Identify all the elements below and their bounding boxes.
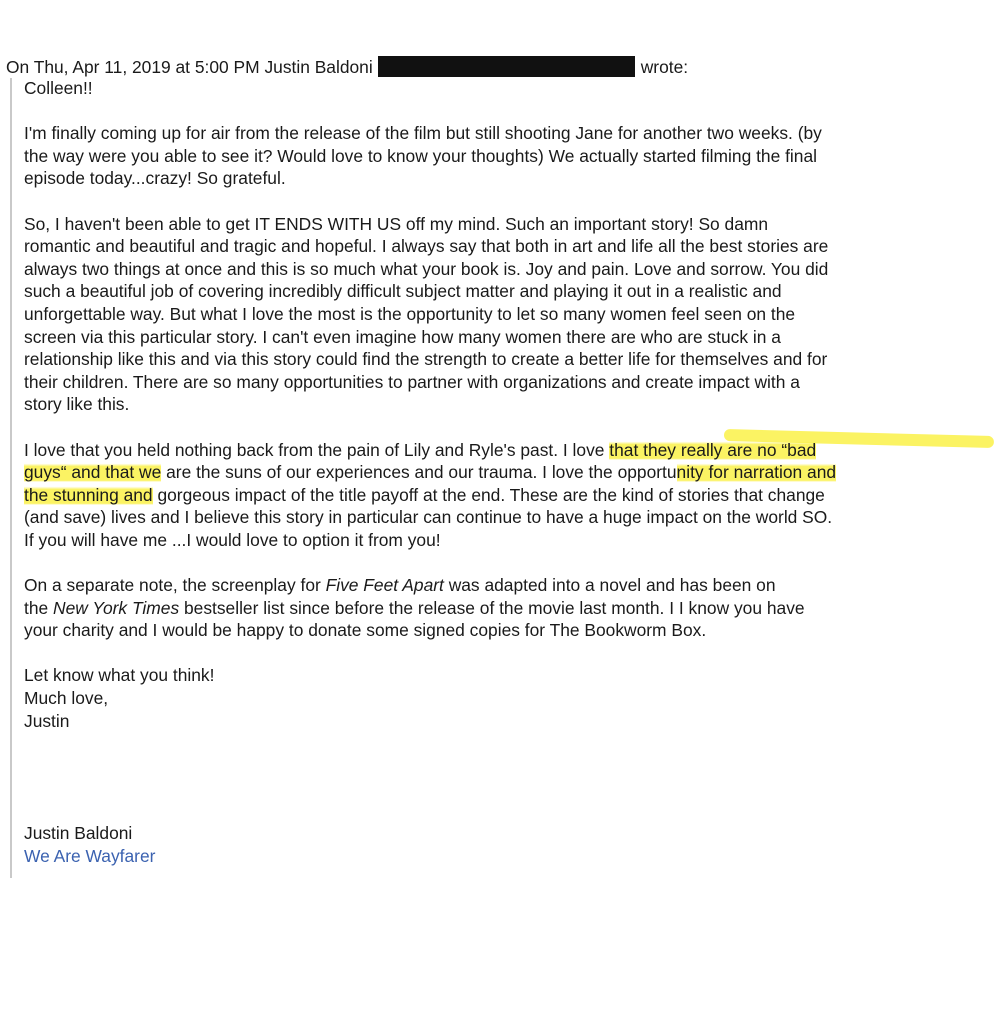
plain-text: On a separate note, the screenplay for [24,575,326,596]
paragraph-1-line: episode today...crazy! So grateful. [24,168,286,189]
plain-text: gorgeous impact of the title payoff at the end. These are the kind of stories that change [152,484,825,505]
paragraph-2-line: unforgettable way. But what I love the most is the opportunity to let so many women feel seen on the [24,303,796,324]
signature [24,822,984,867]
paragraph-3-line [24,484,984,507]
highlighted-text: the stunning and [24,484,153,505]
paragraph-2-line: romantic and beautiful and tragic and hopeful. I always say that both in art and life all the best stories are [24,236,829,257]
header-sender-text: On Thu, Apr 11, 2019 at 5:00 PM Justin Baldoni [6,57,373,77]
quoted-message-body [24,77,984,867]
paragraph-4 [24,574,984,642]
paragraph-3-line [24,439,984,462]
paragraph-3-line: (and save) lives and I believe this story in particular can continue to have a huge impact on the world SO. [24,507,833,528]
highlighted-text: nity for narration and [676,462,837,483]
signature-company-link[interactable]: We Are Wayfarer [24,845,156,866]
paragraph-2-line: story like this. [24,394,130,415]
paragraph-2-line: their children. There are so many opportunities to partner with organizations and create impact with a [24,371,800,392]
plain-text: bestseller list since before the release of the movie last month. I I know you have [179,597,805,618]
plain-text: I love that you held nothing back from the pain of Lily and Ryle's past. I love [24,439,610,460]
paragraph-2-line: always two things at once and this is so much what your book is. Joy and pain. Love and sorrow. You did [24,258,829,279]
email-quote-header [6,56,688,78]
paragraph-1 [24,122,984,190]
paragraph-3-line: If you will have me ...I would love to option it from you! [24,529,441,550]
paragraph-2-line: such a beautiful job of covering incredibly difficult subject matter and playing it out in a realistic and [24,281,782,302]
header-wrote-text: wrote: [640,57,689,77]
greeting: Colleen!! [24,78,93,98]
book-title: Five Feet Apart [325,575,444,596]
paragraph-2-line: screen via this particular story. I can't even imagine how many women there are who are stuck in a [24,326,781,347]
publication-name: New York Times [53,597,180,618]
plain-text: the [24,597,54,618]
closing-line: Justin [24,710,70,731]
paragraph-3 [24,439,984,552]
paragraph-1-line: the way were you able to see it? Would love to know your thoughts) We actually started filming the final [24,145,817,166]
quote-indent-bar [10,78,12,878]
closing-line: Much love, [24,688,109,709]
paragraph-4-line: your charity and I would be happy to donate some signed copies for The Bookworm Box. [24,620,707,641]
signature-name: Justin Baldoni [24,823,133,844]
paragraph-2-line: relationship like this and via this story could find the strength to create a better life for themselves and for [24,349,828,370]
paragraph-3-line [24,461,984,484]
closing [24,664,984,732]
paragraph-2-line: So, I haven't been able to get IT ENDS WITH US off my mind. Such an important story! So damn [24,213,769,234]
paragraph-1-line: I'm finally coming up for air from the release of the film but still shooting Jane for another two weeks. (by [24,123,822,144]
paragraph-2 [24,213,984,416]
highlighted-text: guys“ and that we [24,462,162,483]
highlighted-text: that they really are no “bad [609,439,817,460]
closing-line: Let know what you think! [24,665,215,686]
paragraph-4-line [24,597,984,620]
plain-text: are the suns of our experiences and our trauma. I love the opportu [161,462,677,483]
redacted-email-address [378,56,635,77]
plain-text: was adapted into a novel and has been on [443,575,776,596]
paragraph-4-line [24,574,984,597]
